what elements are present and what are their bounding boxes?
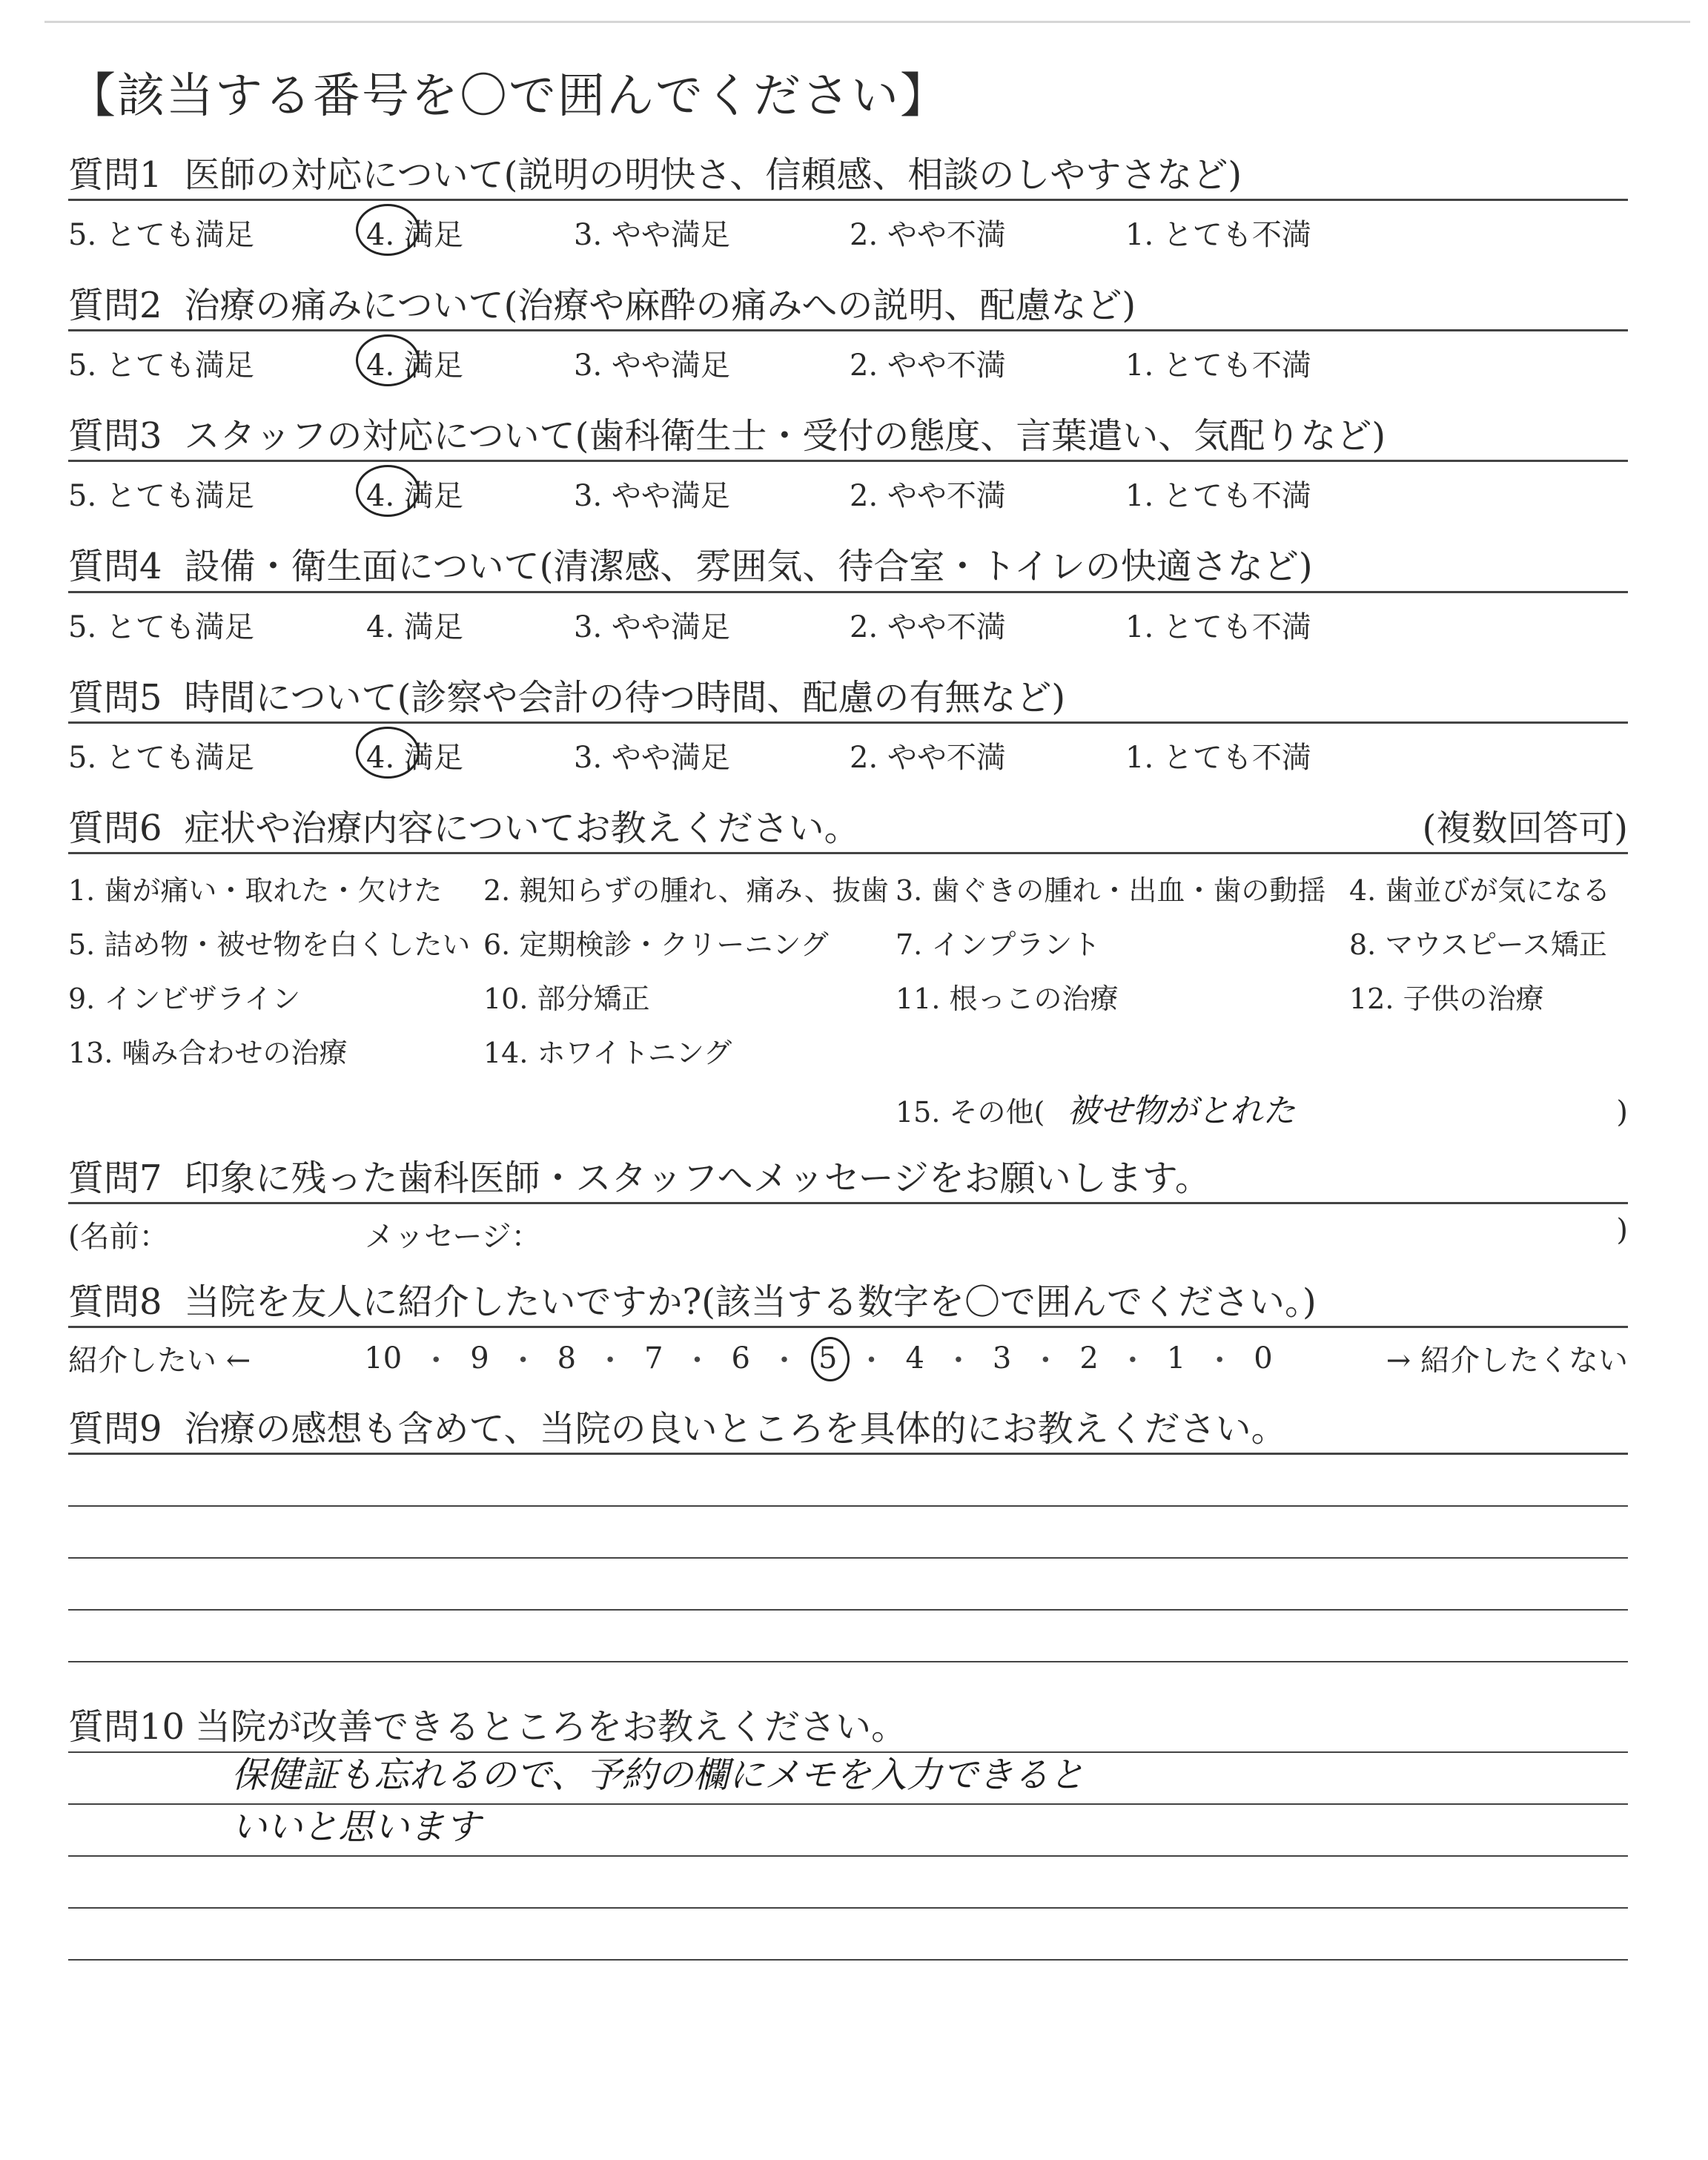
question-number: 質問8 bbox=[68, 1281, 162, 1324]
question-1-title bbox=[68, 155, 1628, 201]
scale-separator: ・ bbox=[1117, 1344, 1148, 1378]
rating-option[interactable]: 3. やや満足 bbox=[574, 217, 730, 252]
question-7 bbox=[68, 1158, 1628, 1255]
symptom-option[interactable]: 14. ホワイトニング bbox=[483, 1036, 732, 1069]
scale-left-label: 紹介したい ← bbox=[68, 1344, 251, 1378]
rating-questions bbox=[68, 155, 1628, 782]
question-6 bbox=[68, 808, 1628, 1132]
scale-separator: ・ bbox=[1205, 1344, 1235, 1378]
rating-option[interactable]: 2. やや不満 bbox=[850, 610, 1006, 644]
scale-right-label: → 紹介したくない bbox=[1386, 1344, 1628, 1378]
question-3 bbox=[68, 416, 1628, 520]
symptom-option[interactable]: 2. 親知らずの腫れ、痛み、抜歯 bbox=[483, 873, 889, 907]
scale-value[interactable]: 7 bbox=[644, 1341, 663, 1375]
scale-separator: ・ bbox=[1030, 1344, 1061, 1378]
rating-options bbox=[68, 342, 1628, 389]
rating-option-selected[interactable]: 4. 満足 bbox=[366, 734, 463, 776]
question-text: スタッフの対応について(歯科衛生士・受付の態度、言葉遣い、気配りなど) bbox=[184, 415, 1386, 458]
rating-option[interactable]: 5. とても満足 bbox=[68, 610, 254, 644]
question-text: 印象に残った歯科医師・スタッフへメッセージをお願いします。 bbox=[184, 1157, 1211, 1199]
other-handwritten-answer[interactable]: 被せ物がとれた bbox=[1067, 1091, 1296, 1130]
question-text: 症状や治療内容についてお教えください。 bbox=[184, 807, 860, 849]
scale-value[interactable]: 10 bbox=[364, 1341, 403, 1375]
scale-separator: ・ bbox=[682, 1344, 712, 1378]
rating-option-selected[interactable]: 4. 満足 bbox=[366, 211, 463, 254]
rating-option[interactable]: 3. やや満足 bbox=[574, 479, 730, 514]
question-5-title bbox=[68, 678, 1628, 724]
scan-top-edge bbox=[44, 21, 1690, 23]
question-number: 質問6 bbox=[68, 807, 162, 849]
question-text: 当院を友人に紹介したいですか?(該当する数字を〇で囲んでください。) bbox=[184, 1281, 1317, 1324]
scale-value[interactable]: 8 bbox=[557, 1341, 577, 1375]
symptom-options bbox=[68, 868, 1628, 1071]
handwritten-answer-line-2: いいと思います bbox=[231, 1806, 481, 1848]
symptom-option[interactable]: 11. 根っこの治療 bbox=[896, 982, 1119, 1015]
recommend-scale bbox=[68, 1337, 1628, 1379]
scale-value[interactable]: 6 bbox=[731, 1341, 750, 1375]
question-text: 治療の感想も含めて、当院の良いところを具体的にお教えください。 bbox=[184, 1408, 1287, 1450]
multiple-answer-note: (複数回答可) bbox=[1422, 807, 1628, 849]
symptom-other bbox=[68, 1084, 1628, 1132]
scale-separator: ・ bbox=[856, 1344, 887, 1378]
question-6-title bbox=[68, 808, 1628, 854]
question-number: 質問5 bbox=[68, 676, 162, 719]
rating-options bbox=[68, 604, 1628, 651]
answer-line[interactable] bbox=[68, 1857, 1628, 1909]
name-label: (名前： bbox=[68, 1220, 169, 1255]
question-8-title bbox=[68, 1282, 1628, 1328]
rating-option[interactable]: 5. とても満足 bbox=[68, 740, 254, 775]
question-8 bbox=[68, 1282, 1628, 1379]
rating-option[interactable]: 2. やや不満 bbox=[850, 479, 1006, 514]
rating-option[interactable]: 1. とても不満 bbox=[1125, 349, 1311, 383]
question-10-title bbox=[68, 1707, 1628, 1751]
question-3-title bbox=[68, 416, 1628, 462]
other-close-paren: ) bbox=[1616, 1094, 1628, 1129]
question-1 bbox=[68, 155, 1628, 259]
scale-value[interactable]: 0 bbox=[1254, 1341, 1273, 1375]
question-number: 質問4 bbox=[68, 546, 162, 588]
symptom-option[interactable]: 13. 噛み合わせの治療 bbox=[68, 1036, 348, 1069]
scale-values bbox=[364, 1337, 1272, 1379]
scale-separator: ・ bbox=[508, 1344, 538, 1378]
question-9 bbox=[68, 1409, 1628, 1662]
question-7-title bbox=[68, 1158, 1628, 1204]
question-9-title bbox=[68, 1409, 1628, 1455]
symptom-option[interactable]: 4. 歯並びが気になる bbox=[1349, 873, 1611, 907]
question-number: 質問10 bbox=[68, 1706, 185, 1748]
question-number: 質問2 bbox=[68, 284, 162, 326]
symptom-option[interactable]: 3. 歯ぐきの腫れ・出血・歯の動揺 bbox=[896, 873, 1326, 907]
rating-options bbox=[68, 211, 1628, 259]
question-text: 当院が改善できるところをお教えください。 bbox=[195, 1706, 907, 1748]
rating-option[interactable]: 2. やや不満 bbox=[850, 349, 1006, 383]
question-5 bbox=[68, 678, 1628, 782]
handwritten-answer-line-1: 保健証も忘れるので、予約の欄にメモを入力できると bbox=[231, 1754, 1085, 1796]
rating-option[interactable]: 3. やや満足 bbox=[574, 349, 730, 383]
rating-option[interactable]: 1. とても不満 bbox=[1125, 479, 1311, 514]
symptom-option[interactable]: 12. 子供の治療 bbox=[1349, 982, 1544, 1015]
rating-option[interactable]: 1. とても不満 bbox=[1125, 217, 1311, 252]
message-close-paren: ) bbox=[1616, 1213, 1628, 1248]
rating-option[interactable]: 1. とても不満 bbox=[1125, 610, 1311, 644]
scale-value[interactable]: 2 bbox=[1079, 1341, 1099, 1375]
rating-option-selected[interactable]: 4. 満足 bbox=[366, 342, 463, 384]
rating-option[interactable]: 1. とても不満 bbox=[1125, 740, 1311, 775]
question-text: 時間について(診察や会計の待つ時間、配慮の有無など) bbox=[184, 676, 1066, 719]
symptom-option[interactable]: 9. インビザライン bbox=[68, 982, 301, 1015]
scale-value[interactable]: 9 bbox=[470, 1341, 489, 1375]
scale-separator: ・ bbox=[421, 1344, 451, 1378]
symptom-option[interactable]: 6. 定期検診・クリーニング bbox=[483, 928, 829, 961]
message-field[interactable] bbox=[68, 1213, 1628, 1255]
symptom-option[interactable]: 5. 詰め物・被せ物を白くしたい bbox=[68, 928, 471, 961]
scale-separator: ・ bbox=[943, 1344, 973, 1378]
rating-option[interactable]: 5. とても満足 bbox=[68, 349, 254, 383]
answer-line[interactable] bbox=[68, 1909, 1628, 1961]
survey-form bbox=[68, 68, 1628, 1987]
answer-line[interactable] bbox=[68, 1559, 1628, 1611]
rating-option[interactable]: 3. やや満足 bbox=[574, 610, 730, 644]
question-text: 治療の痛みについて(治療や麻酔の痛みへの説明、配慮など) bbox=[184, 284, 1136, 326]
other-label: 15. その他( bbox=[896, 1095, 1045, 1129]
scale-separator: ・ bbox=[595, 1344, 626, 1378]
message-label: メッセージ： bbox=[365, 1220, 541, 1255]
question-number: 質問7 bbox=[68, 1157, 162, 1199]
question-2 bbox=[68, 285, 1628, 389]
rating-option[interactable]: 5. とても満足 bbox=[68, 217, 254, 252]
question-number: 質問9 bbox=[68, 1408, 162, 1450]
symptom-option[interactable]: 10. 部分矯正 bbox=[483, 982, 650, 1015]
question-10 bbox=[68, 1707, 1628, 1960]
symptom-option[interactable]: 7. インプラント bbox=[896, 928, 1101, 961]
question-text: 医師の対応について(説明の明快さ、信頼感、相談のしやすさなど) bbox=[184, 153, 1242, 196]
answer-line[interactable] bbox=[68, 1611, 1628, 1662]
question-2-title bbox=[68, 285, 1628, 331]
form-heading: 【該当する番号を〇で囲んでください】 bbox=[68, 69, 949, 124]
question-4-title bbox=[68, 546, 1628, 592]
scale-separator: ・ bbox=[769, 1344, 799, 1378]
answer-line[interactable] bbox=[68, 1455, 1628, 1507]
question-text: 設備・衛生面について(清潔感、雰囲気、待合室・トイレの快適さなど) bbox=[184, 546, 1313, 588]
symptom-option[interactable]: 1. 歯が痛い・取れた・欠けた bbox=[68, 873, 443, 907]
answer-lines[interactable] bbox=[68, 1751, 1628, 1961]
rating-option-selected[interactable]: 4. 満足 bbox=[366, 472, 463, 515]
answer-line[interactable] bbox=[68, 1805, 1628, 1857]
symptom-option[interactable]: 8. マウスピース矯正 bbox=[1349, 928, 1607, 961]
rating-option[interactable]: 2. やや不満 bbox=[850, 217, 1006, 252]
rating-option[interactable]: 5. とても満足 bbox=[68, 479, 254, 514]
rating-option[interactable]: 4. 満足 bbox=[366, 610, 463, 644]
answer-line[interactable] bbox=[68, 1753, 1628, 1805]
question-4 bbox=[68, 546, 1628, 650]
rating-options bbox=[68, 472, 1628, 520]
rating-options bbox=[68, 734, 1628, 782]
question-number: 質問1 bbox=[68, 153, 162, 196]
rating-option[interactable]: 2. やや不満 bbox=[850, 740, 1006, 775]
answer-lines[interactable] bbox=[68, 1455, 1628, 1662]
scale-value[interactable]: 4 bbox=[905, 1341, 924, 1375]
scale-value[interactable]: 1 bbox=[1166, 1341, 1186, 1375]
scale-value-selected[interactable]: 5 bbox=[818, 1341, 838, 1375]
rating-option[interactable]: 3. やや満足 bbox=[574, 740, 730, 775]
scale-value[interactable]: 3 bbox=[992, 1341, 1012, 1375]
question-number: 質問3 bbox=[68, 415, 162, 458]
answer-line[interactable] bbox=[68, 1507, 1628, 1559]
